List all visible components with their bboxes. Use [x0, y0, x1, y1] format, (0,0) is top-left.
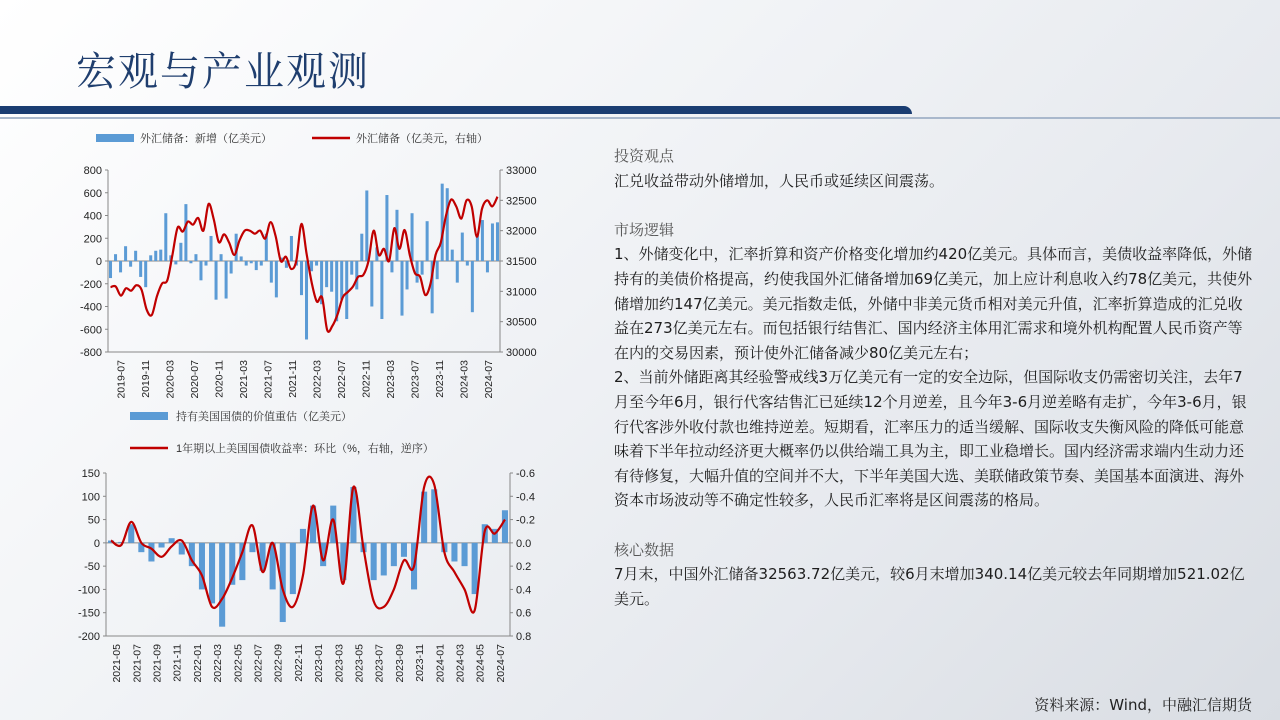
x-tick-label: 2022-07 [252, 644, 265, 683]
legend-label: 外汇储备：新增（亿美元） [140, 133, 272, 145]
treasury-revaluation-chart [60, 405, 535, 683]
bar [330, 261, 333, 292]
bar [154, 251, 157, 261]
bar [441, 184, 444, 261]
x-tick-label: 2021-07 [131, 644, 144, 683]
y-tick-label: 0 [95, 256, 102, 268]
bar [486, 261, 489, 272]
header-divider [0, 117, 1280, 119]
bar [411, 213, 414, 261]
x-tick-label: 2020-11 [213, 360, 226, 398]
bar [129, 261, 132, 267]
bar [360, 234, 363, 261]
page-title: 宏观与产业观测 [76, 49, 370, 95]
bar [456, 261, 459, 283]
x-tick-label: 2023-03 [333, 644, 346, 683]
section-title: 投资观点 [614, 147, 675, 165]
bar [169, 538, 175, 543]
series-line [111, 197, 498, 332]
x-tick-label: 2022-03 [311, 360, 324, 399]
x-tick-label: 2022-05 [232, 644, 245, 683]
x-tick-label: 2023-07 [373, 644, 386, 683]
x-tick-label: 2024-01 [434, 644, 447, 683]
x-tick-label: 2022-11 [360, 360, 373, 398]
bar [380, 261, 383, 319]
x-tick-label: 2022-11 [292, 644, 305, 682]
bar [275, 261, 278, 297]
y-tick-label: 400 [83, 210, 102, 223]
bar [391, 543, 397, 566]
x-tick-label: 2021-05 [111, 644, 124, 683]
legend-swatch-bar [130, 412, 168, 420]
x-tick-label: 2021-03 [237, 360, 250, 399]
bar [315, 261, 318, 266]
x-tick-label: 2021-11 [286, 360, 299, 398]
bar [119, 261, 122, 272]
bar [446, 188, 449, 261]
bar [481, 220, 484, 261]
bar [270, 261, 273, 283]
bar [466, 261, 469, 266]
bar [215, 261, 218, 300]
y-tick-label: 150 [81, 468, 100, 480]
legend-label: 1年期以上美国国债收益率：环比（%，右轴，逆序） [176, 443, 434, 455]
y2-tick-label: -0.2 [516, 514, 535, 527]
x-tick-label: 2023-05 [353, 644, 366, 683]
x-tick-label: 2021-11 [171, 644, 184, 682]
bar [189, 261, 192, 263]
bar [451, 250, 454, 261]
y-tick-label: -800 [79, 347, 102, 359]
y2-tick-label: -0.6 [516, 468, 535, 480]
bar [179, 243, 182, 261]
y2-tick-label: 30000 [506, 347, 537, 359]
y2-tick-label: 0.8 [516, 631, 532, 643]
y2-tick-label: -0.4 [516, 491, 535, 504]
y2-tick-label: 31500 [506, 256, 537, 268]
bar [255, 261, 258, 270]
x-tick-label: 2020-07 [188, 360, 201, 399]
section-paragraph: 7月末，中国外汇储备32563.72亿美元，较6月末增加340.14亿美元较去年同期增加521.02亿美元。 [614, 565, 1245, 608]
bar [210, 236, 213, 261]
bar [421, 261, 424, 275]
y-tick-label: 800 [83, 165, 102, 177]
bar [194, 254, 197, 261]
x-tick-label: 2024-03 [454, 644, 467, 683]
bar [491, 223, 494, 261]
bar [290, 236, 293, 261]
x-tick-label: 2024-07 [494, 644, 507, 683]
x-tick-label: 2022-07 [335, 360, 348, 399]
bar [159, 543, 165, 548]
bar [371, 543, 377, 580]
y2-tick-label: 31000 [506, 286, 537, 299]
legend-label: 持有美国国债的价值重估（亿美元） [176, 411, 352, 423]
bar [249, 543, 255, 552]
bar [365, 190, 368, 261]
bar [350, 261, 353, 275]
y2-tick-label: 32000 [506, 225, 537, 238]
bar [209, 543, 215, 604]
analysis-panel [614, 144, 1254, 611]
bar [340, 261, 343, 300]
bar [219, 543, 225, 627]
bar [159, 250, 162, 261]
y-tick-label: -600 [79, 324, 102, 337]
bar [250, 261, 253, 263]
x-tick-label: 2022-01 [191, 644, 204, 683]
bar [124, 246, 127, 261]
y-tick-label: 0 [93, 537, 100, 550]
y-tick-label: 100 [81, 491, 100, 504]
bar [416, 261, 419, 283]
bar [149, 255, 152, 261]
x-tick-label: 2023-09 [393, 644, 406, 683]
x-tick-label: 2019-11 [139, 360, 152, 398]
bar [400, 261, 403, 316]
bar [471, 261, 474, 312]
bar [451, 543, 457, 562]
bar [245, 261, 248, 266]
bar [134, 251, 137, 261]
bar [472, 543, 478, 594]
y2-tick-label: 30500 [506, 316, 537, 329]
x-tick-label: 2019-07 [115, 360, 128, 399]
bar [174, 261, 177, 264]
x-tick-label: 2024-03 [458, 360, 471, 399]
bar [476, 235, 479, 261]
bar [260, 261, 263, 266]
bar [310, 261, 313, 271]
bar [502, 510, 508, 543]
bar [199, 261, 202, 280]
y-tick-label: 50 [87, 514, 100, 527]
bar [426, 221, 429, 261]
y2-tick-label: 0.4 [516, 584, 532, 597]
y-tick-label: -200 [79, 278, 102, 291]
x-tick-label: 2020-03 [164, 360, 177, 399]
bar [355, 261, 358, 289]
section-paragraph: 汇兑收益带动外储增加，人民币或延续区间震荡。 [614, 171, 945, 190]
legend-swatch-bar [96, 134, 134, 142]
section-paragraph: 2、当前外储距离其经验警戒线3万亿美元有一定的安全边际，但国际收支仍需密切关注，去年7月至今年6月，银行代客结售汇已延续12个月逆差，且今年3-6月逆差略有走扩，今年3-6月，银行代客涉外收付款也维持逆差。短期看，汇率压力的适当缓解、国际收支失衡风险的降低可能意味着下半年拉动经济更大概率仍以供给端工具为主，即工业稳增长。国内经济需求端内生动力还有待修复，大幅升值的空间并不大，下半年美国大选、美联储政策节奏、美国基本面演进、海外资本市场波动等不确定性较多，人民币汇率将是区间震荡的格局。 [614, 368, 1247, 510]
y-tick-label: -100 [77, 584, 100, 597]
x-tick-label: 2022-03 [212, 644, 225, 683]
x-tick-label: 2023-03 [384, 360, 397, 399]
x-tick-label: 2024-07 [482, 360, 495, 399]
bar [461, 233, 464, 261]
y-tick-label: -200 [77, 631, 100, 643]
section-title: 核心数据 [614, 540, 675, 559]
bar [462, 543, 468, 566]
bar [220, 254, 223, 261]
x-tick-label: 2024-05 [474, 644, 487, 683]
bar [381, 543, 387, 576]
bar [225, 261, 228, 299]
bar [406, 261, 409, 289]
section-paragraph: 1、外储变化中，汇率折算和资产价格变化增加约420亿美元。具体而言，美债收益率降低，外储持有的美债价格提高，约使我国外汇储备增加69亿美元，加上应计利息收入约78亿美元，共使外储增加约147亿美元。美元指数走低，外储中非美元货币相对美元升值，汇率折算造成的汇兑收益在273亿美元左右。而包括银行结售汇、国内经济主体用汇需求和境外机构配置人民币资产等在内的交易因素，预计使外汇储备减少80亿美元左右； [614, 245, 1253, 362]
x-tick-label: 2023-11 [414, 644, 427, 682]
y2-tick-label: 0.0 [516, 537, 532, 550]
y2-tick-label: 0.2 [516, 561, 532, 574]
bar [370, 261, 373, 307]
y2-tick-label: 0.6 [516, 607, 532, 620]
bar [109, 261, 112, 278]
y-tick-label: -150 [77, 607, 100, 620]
x-tick-label: 2023-11 [433, 360, 446, 398]
bar [305, 261, 308, 339]
bar [139, 261, 142, 277]
y-tick-label: -50 [84, 561, 100, 574]
bar [164, 213, 167, 261]
source-note: 资料来源：Wind，中融汇信期货 [1034, 696, 1252, 714]
bar [114, 254, 117, 261]
bar [390, 261, 393, 272]
bar [290, 543, 296, 594]
bar [230, 261, 233, 274]
bar [184, 204, 187, 261]
section-title: 市场逻辑 [614, 220, 675, 239]
x-tick-label: 2023-07 [409, 360, 422, 399]
y-tick-label: -400 [79, 301, 102, 314]
bar [325, 261, 328, 287]
y2-tick-label: 32500 [506, 195, 537, 208]
y2-tick-label: 33000 [506, 165, 537, 177]
header-accent-bar [0, 106, 912, 114]
x-tick-label: 2022-09 [272, 644, 285, 683]
legend-label: 外汇储备（亿美元，右轴） [356, 133, 488, 145]
x-tick-label: 2023-01 [313, 644, 326, 683]
y-tick-label: 600 [83, 187, 102, 200]
bar [144, 261, 147, 287]
bar [240, 256, 243, 261]
bar [204, 261, 207, 266]
x-tick-label: 2021-09 [151, 644, 164, 683]
bar [300, 529, 306, 543]
bar [496, 222, 499, 261]
bar [300, 261, 303, 295]
bar [401, 543, 407, 557]
bar [436, 261, 439, 279]
y-tick-label: 200 [83, 233, 102, 246]
bar [345, 261, 348, 319]
fx-reserve-chart [60, 125, 537, 403]
x-tick-label: 2021-07 [262, 360, 275, 399]
